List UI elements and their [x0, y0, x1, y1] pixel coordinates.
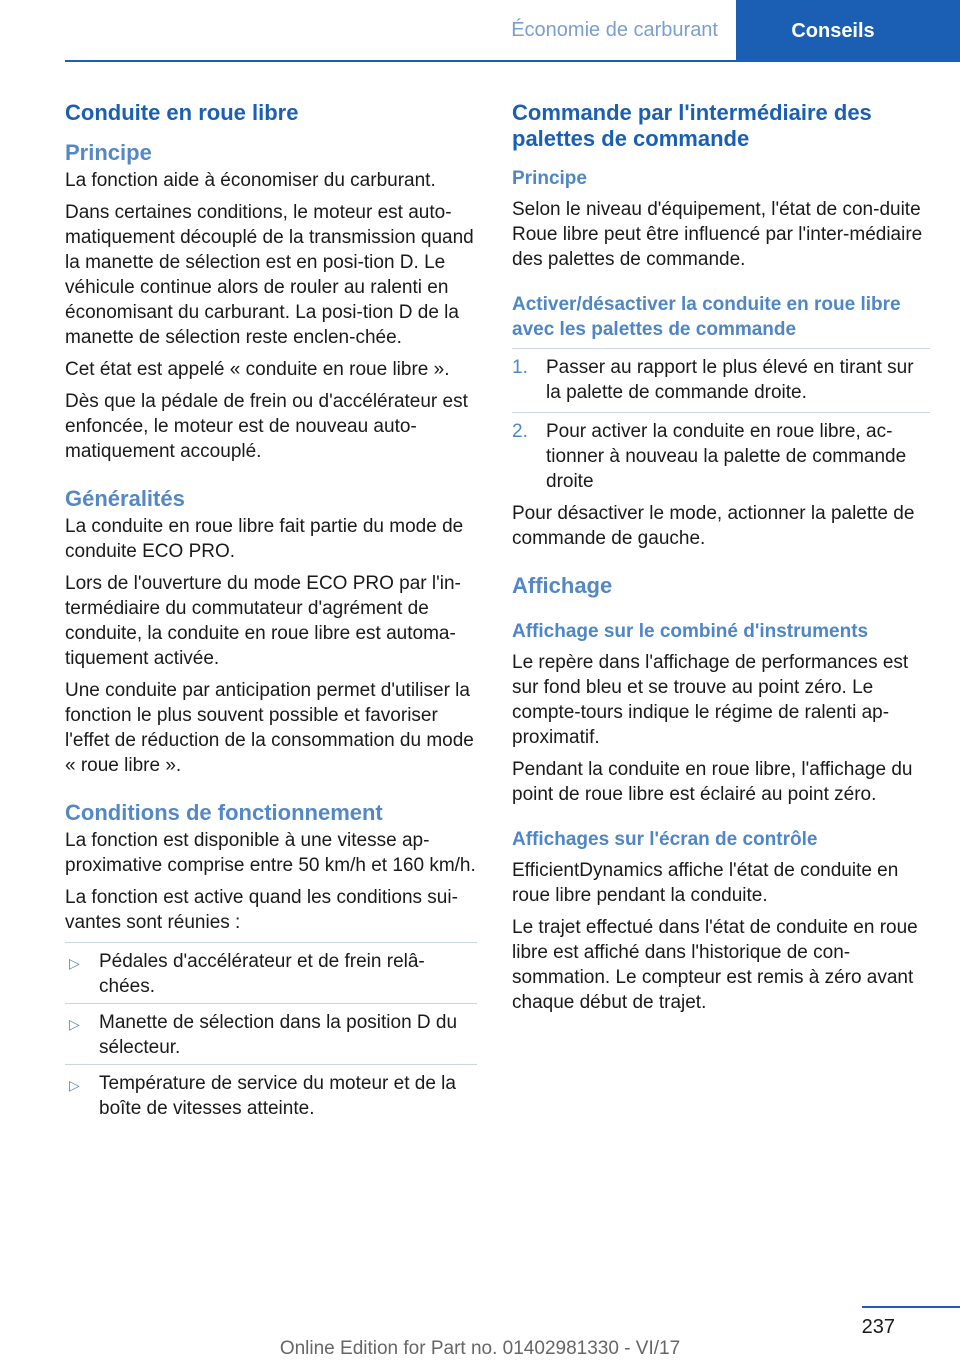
list-item-text: Passer au rapport le plus élevé en tirant sur la palette de commande droite.	[546, 357, 914, 403]
paragraph: Le repère dans l'affichage de performances est sur fond bleu et se trouve au point zéro. Le compte-tours indique le régime de ralenti ap-proximatif.	[512, 652, 909, 748]
triangle-bullet-icon: ▷	[69, 1077, 80, 1093]
tab-conseils[interactable]: Conseils	[736, 0, 960, 62]
section-title: Conduite en roue libre	[65, 100, 299, 125]
list-item-text: Température de service du moteur et de la boîte de vitesses atteinte.	[99, 1073, 456, 1119]
section-tab[interactable]: Économie de carburant	[511, 18, 718, 41]
paragraph: Cet état est appelé « conduite en roue libre ».	[65, 359, 450, 380]
paragraph: Lors de l'ouverture du mode ECO PRO par l'in-termédiaire du commutateur d'agrément de conduite, la conduite en roue libre est automa-tiquement activée.	[65, 573, 461, 669]
steps-list	[512, 348, 930, 494]
triangle-bullet-icon: ▷	[69, 1016, 80, 1032]
paragraph: Pendant la conduite en roue libre, l'affichage du point de roue libre est éclairé au point zéro.	[512, 759, 913, 805]
list-item	[512, 412, 930, 494]
section-title: Commande par l'intermédiaire des palettes de commande	[512, 100, 872, 151]
paragraph: Pour désactiver le mode, actionner la palette de commande de gauche.	[512, 503, 915, 549]
list-item-text: Manette de sélection dans la position D du sélecteur.	[99, 1012, 458, 1058]
paragraph: Dès que la pédale de frein ou d'accélérateur est enfoncée, le moteur est de nouveau auto-matiquement accouplé.	[65, 391, 468, 462]
list-item-text: Pédales d'accélérateur et de frein relâ-chées.	[99, 951, 425, 997]
conditions-list	[65, 942, 477, 1121]
list-item	[512, 348, 930, 405]
list-item	[65, 942, 477, 999]
step-number: 1.	[512, 357, 528, 378]
page-header	[0, 0, 960, 62]
list-item-text: Pour activer la conduite en roue libre, ac-tionner à nouveau la palette de commande droite	[546, 421, 907, 492]
paragraph: Selon le niveau d'équipement, l'état de con-duite Roue libre peut être influencé par l'inter-médiaire des palettes de commande.	[512, 199, 923, 270]
heading-principe: Principe	[512, 168, 587, 189]
header-rule	[65, 60, 960, 62]
page-number: 237	[861, 1316, 895, 1338]
triangle-bullet-icon: ▷	[69, 955, 80, 971]
paragraph: Le trajet effectué dans l'état de conduite en roue libre est affiché dans l'historique de con-sommation. Le compteur est remis à zéro avant chaque début de trajet.	[512, 917, 918, 1013]
list-item	[65, 1064, 477, 1121]
heading-ecran: Affichages sur l'écran de contrôle	[512, 829, 818, 850]
edition-note: Online Edition for Part no. 01402981330 - VI/17	[279, 1338, 681, 1359]
heading-combine: Affichage sur le combiné d'instruments	[512, 621, 869, 642]
heading-principe: Principe	[65, 140, 152, 165]
heading-generalites: Généralités	[65, 486, 185, 511]
paragraph: EfficientDynamics affiche l'état de conduite en roue libre pendant la conduite.	[512, 860, 899, 906]
footer-rule	[862, 1306, 960, 1308]
right-column	[512, 100, 930, 1022]
paragraph: La fonction aide à économiser du carburant.	[65, 170, 436, 191]
heading-activer: Activer/désactiver la conduite en roue libre avec les palettes de commande	[512, 294, 901, 340]
paragraph: La conduite en roue libre fait partie du mode de conduite ECO PRO.	[65, 516, 464, 562]
heading-affichage: Affichage	[512, 573, 613, 598]
list-item	[65, 1003, 477, 1060]
paragraph: Une conduite par anticipation permet d'utiliser la fonction le plus souvent possible et favoriser l'effet de réduction de la consommation du mode « roue libre ».	[65, 680, 474, 776]
heading-conditions: Conditions de fonctionnement	[65, 800, 383, 825]
step-number: 2.	[512, 421, 528, 442]
left-column	[65, 100, 477, 1121]
paragraph: La fonction est disponible à une vitesse ap-proximative comprise entre 50 km/h et 160 km/h.	[65, 830, 476, 876]
paragraph: Dans certaines conditions, le moteur est auto-matiquement découplé de la transmission quand la manette de sélection est en posi-tion D. Le véhicule continue alors de rouler au ralenti en économisant du carburant. La posi-tion D de la manette de sélection reste enclen-chée.	[65, 202, 474, 348]
paragraph: La fonction est active quand les conditions sui-vantes sont réunies :	[65, 887, 458, 933]
